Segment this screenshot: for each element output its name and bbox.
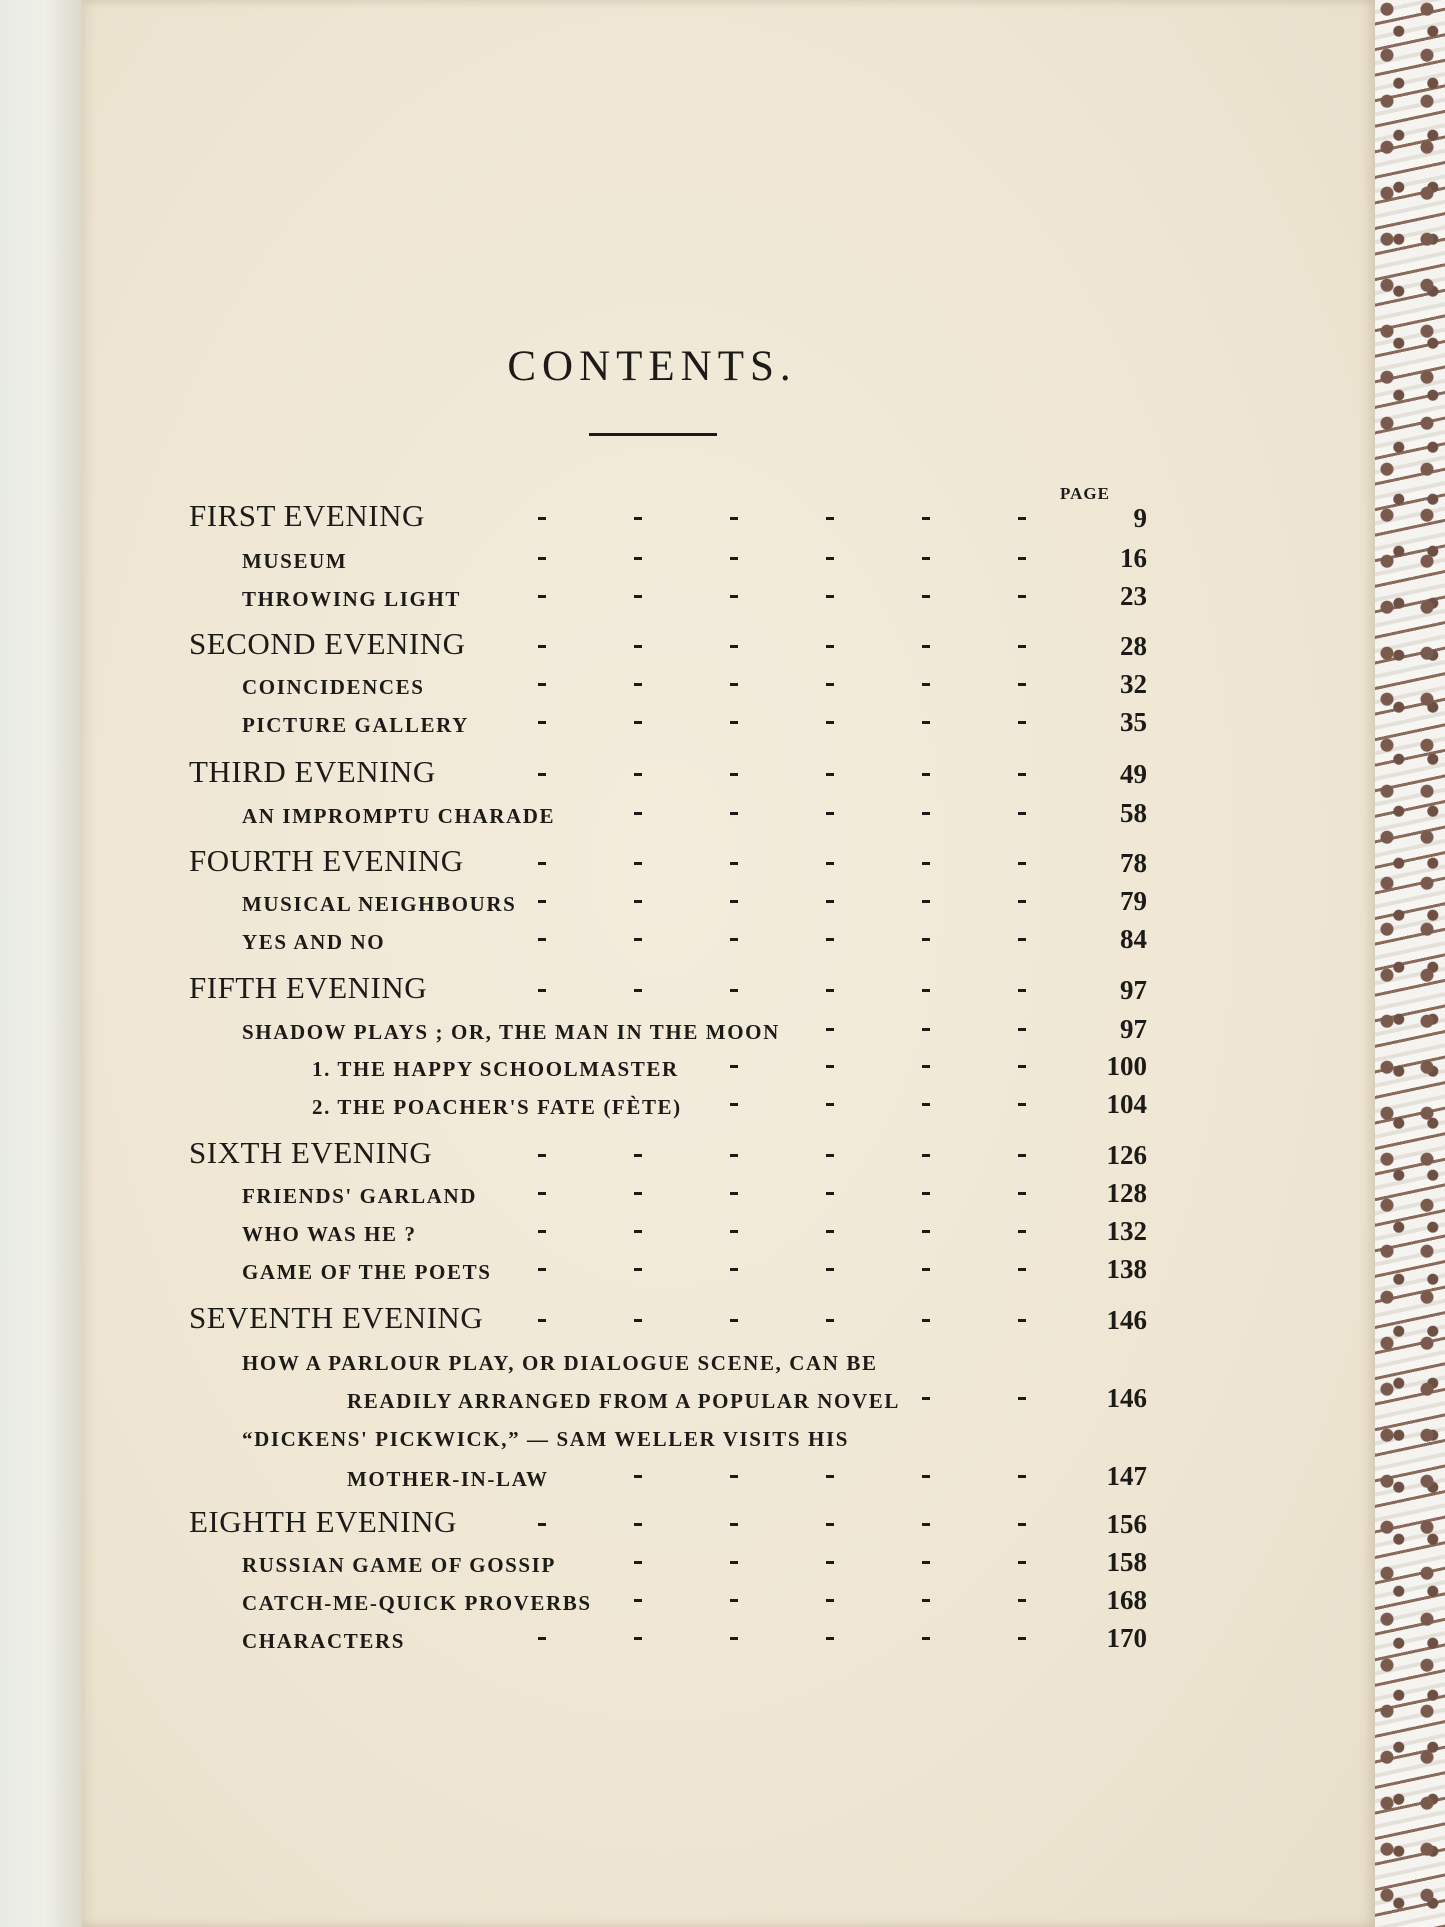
leader-dash (538, 1192, 546, 1195)
leader-dash (1018, 1028, 1026, 1031)
leader-dash (826, 1523, 834, 1526)
toc-entry-page: 168 (1106, 1585, 1147, 1615)
leader-dash (730, 900, 738, 903)
leader-dash (730, 1319, 738, 1322)
toc-entry-title: WHO WAS HE ? (242, 1222, 417, 1246)
toc-entry-title: FOURTH EVENING (189, 843, 464, 878)
toc-entry-page: 58 (1120, 798, 1147, 828)
leader-dash (922, 1065, 930, 1068)
leader-dash (826, 900, 834, 903)
leader-dash (730, 1192, 738, 1195)
leader-dash (826, 862, 834, 865)
leader-dash (730, 721, 738, 724)
toc-entry-page: 78 (1120, 848, 1147, 878)
toc-entry-page: 126 (1106, 1140, 1147, 1170)
leader-dash (538, 721, 546, 724)
leader-dash (730, 645, 738, 648)
toc-entry (189, 1302, 1147, 1342)
leader-dash (1018, 1475, 1026, 1478)
leader-dash (922, 862, 930, 865)
toc-entry (242, 921, 1147, 961)
leader-dash (538, 645, 546, 648)
page-column-label: PAGE (1060, 484, 1110, 503)
toc-entry-title: SECOND EVENING (189, 626, 466, 661)
leader-dash (730, 773, 738, 776)
toc-entry-title: MUSICAL NEIGHBOURS (242, 892, 517, 916)
toc-entry (189, 1506, 1147, 1546)
toc-entry-page: 97 (1120, 1014, 1147, 1044)
leader-dash (826, 938, 834, 941)
leader-dash (538, 900, 546, 903)
leader-dash (1018, 1319, 1026, 1322)
leader-dash (634, 1523, 642, 1526)
leader-dash (730, 1523, 738, 1526)
leader-dash (826, 1561, 834, 1564)
leader-dash (538, 862, 546, 865)
leader-dash (1018, 1230, 1026, 1233)
toc-entry-page: 49 (1120, 759, 1147, 789)
toc-entry-page: 147 (1106, 1461, 1147, 1491)
leader-dash (730, 938, 738, 941)
leader-dash (922, 595, 930, 598)
leader-dash (634, 862, 642, 865)
leader-dash (922, 938, 930, 941)
toc-entry-title: HOW A PARLOUR PLAY, OR DIALOGUE SCENE, CAN BE (242, 1351, 878, 1375)
leader-dash (826, 683, 834, 686)
leader-dash (922, 989, 930, 992)
toc-entry-title: RUSSIAN GAME OF GOSSIP (242, 1553, 556, 1577)
leader-dash (1018, 862, 1026, 865)
toc-entry-page: 28 (1120, 631, 1147, 661)
toc-entry (242, 1251, 1147, 1291)
toc-entry-title: PICTURE GALLERY (242, 713, 469, 737)
toc-entry-title: FIFTH EVENING (189, 970, 428, 1005)
toc-entry (242, 1011, 1147, 1051)
toc-entry-page: 132 (1106, 1216, 1147, 1246)
toc-entry (242, 1213, 1147, 1253)
leader-dash (922, 1268, 930, 1271)
toc-entry-title: FIRST EVENING (189, 498, 425, 533)
toc-entry-page: 23 (1120, 581, 1147, 611)
left-facing-page-edge (0, 0, 82, 1927)
leader-dash (634, 812, 642, 815)
leader-dash (922, 1028, 930, 1031)
leader-dash (538, 1230, 546, 1233)
leader-dash (730, 989, 738, 992)
toc-entry-page: 16 (1120, 543, 1147, 573)
leader-dash (1018, 938, 1026, 941)
leader-dash (922, 1523, 930, 1526)
toc-entry (312, 1048, 1147, 1088)
leader-dash (730, 1103, 738, 1106)
toc-entry (242, 578, 1147, 618)
leader-dash (922, 1154, 930, 1157)
toc-entry (242, 795, 1147, 835)
toc-entry-page: 146 (1106, 1383, 1147, 1413)
toc-entry-page: 156 (1106, 1509, 1147, 1539)
leader-dash (1018, 683, 1026, 686)
leader-dash (826, 1192, 834, 1195)
leader-dash (538, 1637, 546, 1640)
toc-entry-title: MUSEUM (242, 549, 348, 573)
toc-entry (242, 666, 1147, 706)
toc-entry-page: 170 (1106, 1623, 1147, 1653)
leader-dash (634, 938, 642, 941)
leader-dash (826, 1028, 834, 1031)
leader-dash (538, 683, 546, 686)
toc-entry (189, 1137, 1147, 1177)
toc-entry-title: SEVENTH EVENING (189, 1300, 484, 1335)
leader-dash (634, 517, 642, 520)
leader-dash (826, 517, 834, 520)
leader-dash (1018, 557, 1026, 560)
leader-dash (826, 1230, 834, 1233)
toc-entry-title: COINCIDENCES (242, 675, 425, 699)
leader-dash (826, 812, 834, 815)
leader-dash (634, 721, 642, 724)
leader-dash (538, 595, 546, 598)
leader-dash (922, 1397, 930, 1400)
leader-dash (538, 1154, 546, 1157)
leader-dash (730, 1599, 738, 1602)
leader-dash (922, 1637, 930, 1640)
toc-entry (347, 1458, 1147, 1498)
toc-entry-title: AN IMPROMPTU CHARADE (242, 804, 556, 828)
leader-dash (634, 595, 642, 598)
toc-entry-page: 138 (1106, 1254, 1147, 1284)
leader-dash (1018, 1523, 1026, 1526)
toc-entry-title: READILY ARRANGED FROM A POPULAR NOVEL (347, 1389, 900, 1413)
toc-entry-title: MOTHER-IN-LAW (347, 1467, 549, 1491)
leader-dash (826, 773, 834, 776)
leader-dash (634, 900, 642, 903)
leader-dash (922, 557, 930, 560)
toc-entry (242, 1582, 1147, 1622)
leader-dash (730, 1637, 738, 1640)
leader-dash (634, 683, 642, 686)
leader-dash (922, 517, 930, 520)
leader-dash (922, 773, 930, 776)
leader-dash (922, 1475, 930, 1478)
leader-dash (730, 517, 738, 520)
leader-dash (922, 900, 930, 903)
leader-dash (538, 1523, 546, 1526)
leader-dash (634, 1319, 642, 1322)
leader-dash (730, 1065, 738, 1068)
leader-dash (634, 1637, 642, 1640)
leader-dash (826, 989, 834, 992)
toc-entry-title: THROWING LIGHT (242, 587, 462, 611)
leader-dash (538, 517, 546, 520)
leader-dash (1018, 773, 1026, 776)
leader-dash (922, 1103, 930, 1106)
leader-dash (730, 595, 738, 598)
toc-entry (242, 1544, 1147, 1584)
leader-dash (1018, 645, 1026, 648)
leader-dash (922, 683, 930, 686)
toc-entry-title: SIXTH EVENING (189, 1135, 433, 1170)
toc-entry-page: 79 (1120, 886, 1147, 916)
toc-entry (242, 1418, 1147, 1458)
toc-entry-page: 84 (1120, 924, 1147, 954)
toc-entry-title: 1. THE HAPPY SCHOOLMASTER (312, 1057, 679, 1081)
toc-entry (242, 1342, 1147, 1382)
toc-entry (242, 704, 1147, 744)
toc-entry-title: YES AND NO (242, 930, 386, 954)
leader-dash (1018, 900, 1026, 903)
leader-dash (826, 721, 834, 724)
toc-entry-title: “DICKENS' PICKWICK,” — SAM WELLER VISITS HIS (242, 1427, 850, 1451)
leader-dash (634, 1154, 642, 1157)
leader-dash (538, 989, 546, 992)
leader-dash (538, 557, 546, 560)
leader-dash (634, 989, 642, 992)
leader-dash (826, 1319, 834, 1322)
toc-entry-page: 32 (1120, 669, 1147, 699)
toc-entry-page: 9 (1133, 503, 1147, 533)
toc-entry-title: 2. THE POACHER'S FATE (FÈTE) (312, 1095, 682, 1119)
toc-entry (242, 1620, 1147, 1660)
leader-dash (634, 1599, 642, 1602)
leader-dash (1018, 1561, 1026, 1564)
toc-entry (189, 628, 1147, 668)
leader-dash (922, 1192, 930, 1195)
leader-dash (1018, 1637, 1026, 1640)
page-title: CONTENTS. (507, 343, 797, 390)
book-page (82, 0, 1375, 1927)
leader-dash (1018, 1268, 1026, 1271)
toc-entry-title: FRIENDS' GARLAND (242, 1184, 478, 1208)
leader-dash (1018, 812, 1026, 815)
leader-dash (730, 1268, 738, 1271)
leader-dash (826, 1154, 834, 1157)
toc-entry (242, 1175, 1147, 1215)
leader-dash (634, 1230, 642, 1233)
toc-entry-title: SHADOW PLAYS ; OR, THE MAN IN THE MOON (242, 1020, 780, 1044)
leader-dash (826, 1475, 834, 1478)
leader-dash (634, 1561, 642, 1564)
toc-entry (189, 756, 1147, 796)
leader-dash (826, 1637, 834, 1640)
toc-entry (312, 1086, 1147, 1126)
toc-entry (242, 883, 1147, 923)
toc-entry-title: GAME OF THE POETS (242, 1260, 492, 1284)
toc-entry-title: THIRD EVENING (189, 754, 436, 789)
lace-background (1375, 0, 1445, 1927)
leader-dash (1018, 1154, 1026, 1157)
leader-dash (634, 557, 642, 560)
toc-entry (189, 972, 1147, 1012)
leader-dash (634, 1192, 642, 1195)
toc-entry-page: 146 (1106, 1305, 1147, 1335)
table-of-contents (82, 0, 1375, 1927)
toc-entry-page: 100 (1106, 1051, 1147, 1081)
leader-dash (634, 1475, 642, 1478)
leader-dash (730, 1561, 738, 1564)
leader-dash (826, 557, 834, 560)
leader-dash (922, 1561, 930, 1564)
leader-dash (538, 938, 546, 941)
leader-dash (826, 1103, 834, 1106)
leader-dash (730, 557, 738, 560)
leader-dash (538, 1268, 546, 1271)
toc-entry-title: CHARACTERS (242, 1629, 406, 1653)
leader-dash (1018, 989, 1026, 992)
leader-dash (1018, 1397, 1026, 1400)
leader-dash (634, 1268, 642, 1271)
leader-dash (1018, 1599, 1026, 1602)
leader-dash (826, 645, 834, 648)
toc-entry (242, 540, 1147, 580)
toc-entry-title: EIGHTH EVENING (189, 1504, 457, 1539)
toc-entry-title: CATCH-ME-QUICK PROVERBS (242, 1591, 592, 1615)
leader-dash (826, 1599, 834, 1602)
leader-dash (1018, 1065, 1026, 1068)
leader-dash (826, 1268, 834, 1271)
leader-dash (1018, 1192, 1026, 1195)
leader-dash (730, 1154, 738, 1157)
toc-entry-page: 97 (1120, 975, 1147, 1005)
leader-dash (1018, 517, 1026, 520)
leader-dash (922, 645, 930, 648)
leader-dash (922, 812, 930, 815)
leader-dash (1018, 1103, 1026, 1106)
leader-dash (922, 1599, 930, 1602)
leader-dash (730, 862, 738, 865)
leader-dash (1018, 721, 1026, 724)
toc-entry-page: 128 (1106, 1178, 1147, 1208)
leader-dash (730, 1230, 738, 1233)
leader-dash (1018, 595, 1026, 598)
leader-dash (730, 812, 738, 815)
toc-entry-page: 35 (1120, 707, 1147, 737)
toc-entry (347, 1380, 1147, 1420)
leader-dash (538, 1319, 546, 1322)
toc-entry-page: 104 (1106, 1089, 1147, 1119)
leader-dash (634, 645, 642, 648)
leader-dash (730, 683, 738, 686)
toc-entry-page: 158 (1106, 1547, 1147, 1577)
leader-dash (922, 721, 930, 724)
toc-entry (189, 500, 1147, 540)
leader-dash (922, 1230, 930, 1233)
leader-dash (826, 595, 834, 598)
leader-dash (922, 1319, 930, 1322)
leader-dash (730, 1475, 738, 1478)
leader-dash (634, 773, 642, 776)
leader-dash (538, 773, 546, 776)
toc-entry (189, 845, 1147, 885)
leader-dash (826, 1065, 834, 1068)
